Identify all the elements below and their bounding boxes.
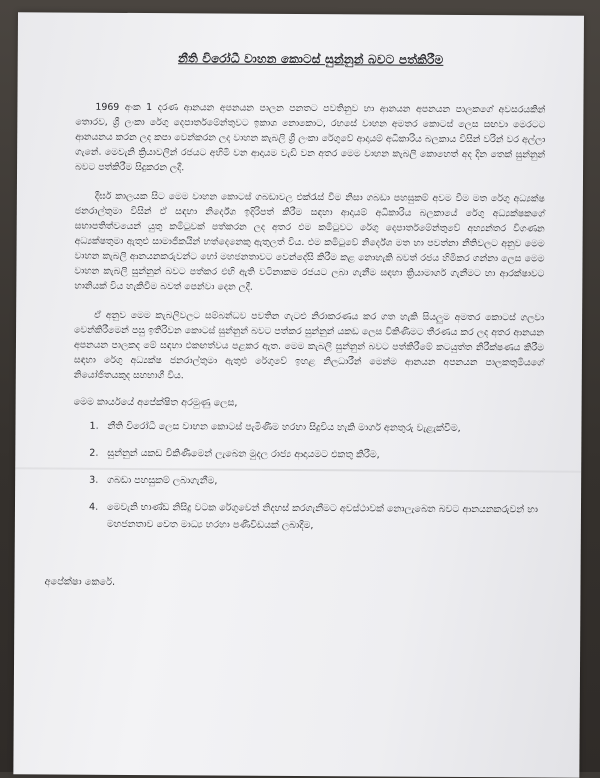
goal-text: නීති විරෝධී ලෙස වාහන කොටස් පැමිණීම හරහා සිදුවිය හැකි මාර්ග අනතුරු වැළැක්වීම, <box>107 420 461 434</box>
goal-item <box>89 418 543 438</box>
goals-intro: මෙම කාර්යයේ අපේක්ෂිත අරමුණු ලෙස, <box>73 396 238 409</box>
goal-item <box>89 472 543 492</box>
paragraph-2: දීර්ඝ කාලයක සිට මෙම වාහන කොටස් ගබඩාවල එක්රැස් වීම නිසා ගබඩා පහසුකම් අවම වීම මත රේගු අධ්‍යක්ෂ ජනරාල්තුමා විසින් ඒ සඳහා නිර්දේශ ඉදිරිපත් කිරීම සඳහා ආදායම් අධිකාරිය බලකායේ රේගු අධ්‍යක්ෂකගේ සභාපතිත්වයෙන් යුතු කමිටුවක් පත්කරන ලද අතර එම කමිටුවට රේගු දෙපාර්තමේන්තුවේ අභ්‍යන්තර විගණන අධ්‍යක්ෂතුමා ඇතුළු සාමාජිකයින් හත්දෙනෙකු ඇතුලත් විය. එම කමිටුවේ නිර්දේශ මත හා පවත්නා නීතිවලට අනුව මෙම වාහන කැබලි ආනයනකරුවන්ට හෝ මහජනතාවට වෙන්දේසි කිරීම කළ නොහැකි බවත් රජය හිමිකර ගන්නා ලෙස මෙම වාහන කැබලි සුන්නුන් බවට පත්කර එහි ඇති වටිනාකම රජයට ලබා ගැනීම සඳහා ක්‍රියාමාර්ග ගැනීමට හා ආරක්ෂාවට හානියක් විය හැකිවීම බවත් පෙන්වා දෙන ලදී. <box>74 190 545 293</box>
goal-text: ගබඩා පහසුකම් ලබාගැනීම, <box>107 474 218 487</box>
document-title: නීති විරෝධී වාහන කොටස් සුන්නුන් බවට පත්කිරීම <box>178 51 444 67</box>
document-sheet <box>13 12 584 777</box>
goal-number: 1. <box>89 420 99 432</box>
goal-text: මෙවැනි භාණ්ඩ නිසිදු වටක රේගුවෙන් නිදහස් කරගැනීමට අවස්ථාවක් නොලැබෙන බවට ආනයනකරුවන් හා මහජනතාව වෙත මාධ්‍ය හරහා පණිවිඩයක් ලබාදීම, <box>106 501 538 532</box>
goals-list <box>73 418 544 536</box>
goal-item <box>89 445 543 465</box>
document-body <box>44 51 546 591</box>
paragraph-1: 1969 අංක 1 දරණ ආනයන අපනයන පාලන පනතට පවතිනුව හා ආනයන අපනයන පාලකගේ අවසරයකින් තොරව, ශ්‍රී ලංකා රේගු දෙපාර්තමේන්තුවට ඉකාශ නොකොට, රහසේ වාහන අමතර කොටස් ලෙස සඟවා මෙරටට ආනයනය කරන ලද කපා වෙන්කරන ලද වාහන කැබලි ශ්‍රී ලංකා රේගුවේ ආදායම් අධිකාරිය බලකාය විසින් වරින් වර අල්ලා ගැනේ. මෙවැනි ක්‍රියාවලින් රජයට අහිමි වන ආදායම වැඩි වන අතර මෙම වාහන කැබලි කොහෙත් අද දින තෙක් සුන්නුන් බවට පත්කිරීම සිදුකරන ලදී. <box>75 101 546 174</box>
goal-number: 2. <box>89 447 99 459</box>
goal-text: සුන්නුන් යකඩ විකිණීමෙන් ලැබෙන මුදල රාජ්‍ය ආදායමට එකතු කිරීම, <box>107 447 380 461</box>
paragraph-3: ඒ අනුව මෙම කැබලිවලට සම්බන්ධව පවතින ගැටළු නිරාකරණය කර ගත හැකි සියලුම අමතර කොටස් ගලවා වෙන්කිරීමෙන් පසු ඉතිරිවන කොටස් සුන්නුන් බවට පත්කර සුන්නුන් යකඩ ලෙස විකිණීමට තීරණය කර ලද අතර ආනයන අපනයන පාලකද මේ සඳහා එකඟත්වය පළකර ඇත. මෙම කැබලි සුන්නුන් බවට පත්කිරීමේ කටයුත්ත නිරීක්ෂණය කිරීම සඳහා රේගු අධ්‍යක්ෂ ජනරාල්තුමා ඇතුළු රේගුවේ ඉහළ නිලධාරීන් මෙන්ම ආනයන අපනයන පාලකතුමියගේ නියෝජිතයකුද සහභාගී විය. <box>73 309 545 382</box>
goal-number: 3. <box>89 474 99 486</box>
closing-line: අපේක්ෂා කෙරේ. <box>44 576 116 588</box>
goal-item <box>89 499 543 536</box>
goal-number: 4. <box>88 501 99 513</box>
